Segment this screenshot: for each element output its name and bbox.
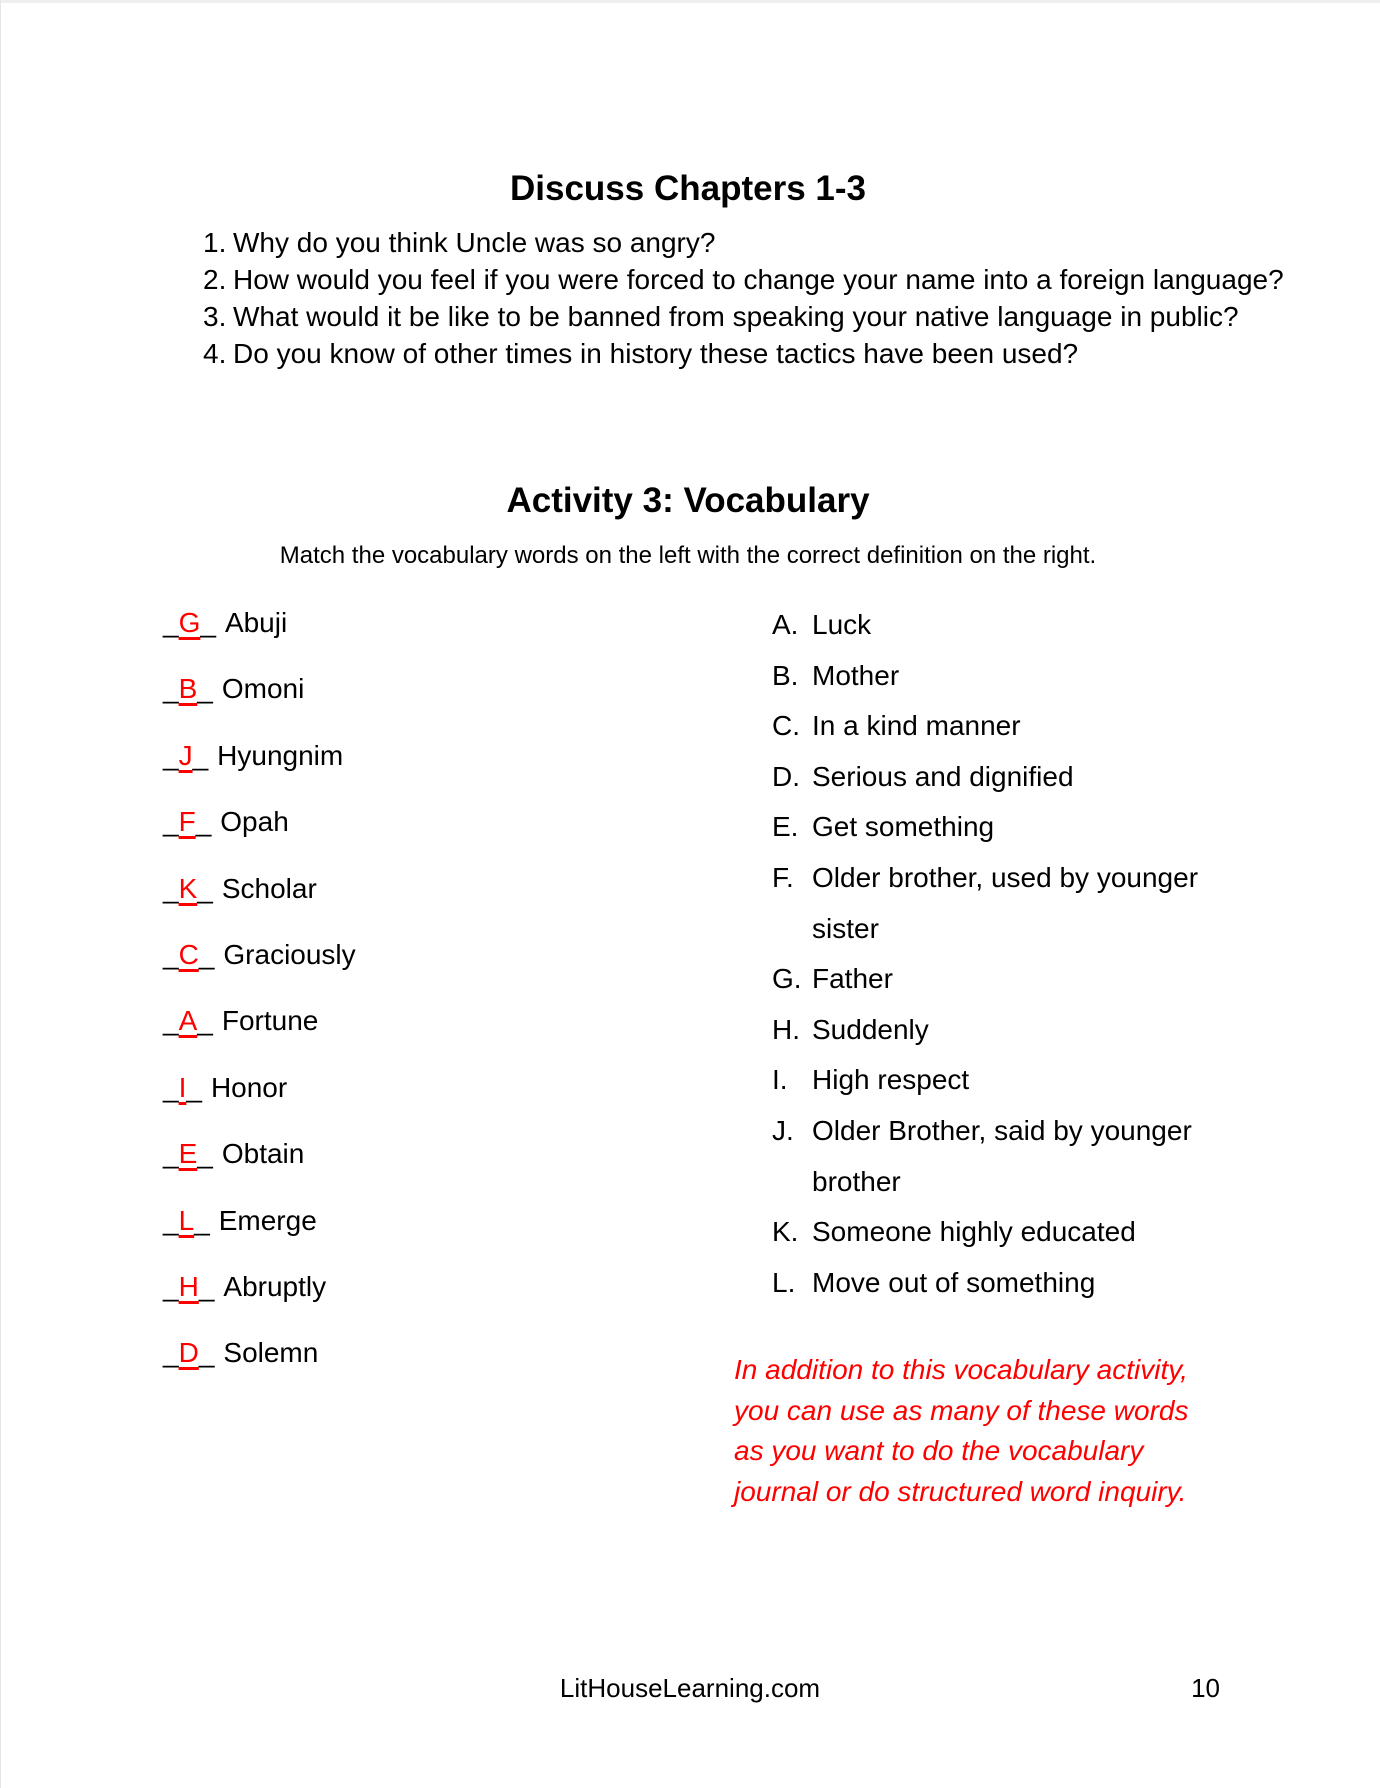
blank-underscore: _ [163,1071,179,1103]
blank-underscore: _ [197,1005,213,1037]
blank-underscore: _ [163,673,179,705]
vocab-row [163,872,683,905]
definition-text: In a kind manner [812,710,1021,742]
answer-letter: C [178,938,199,970]
question-text: How would you feel if you were forced to change your name into a foreign language? [233,264,1284,295]
definition-text: Move out of something [812,1266,1096,1298]
blank-underscore: _ [163,1005,179,1037]
definition-column [772,600,1234,1308]
vocab-row [163,938,683,971]
vocab-word: Solemn [223,1337,319,1369]
definition-letter: D. [772,760,800,792]
definition-item [772,752,1234,803]
note-line: In addition to this vocabulary activity, [734,1354,1188,1385]
definition-item [772,1005,1234,1056]
definition-letter: I. [772,1064,788,1096]
definition-letter: G. [772,963,802,995]
question-item [203,261,1298,298]
definition-text: Older brother, used by younger sister [812,861,1199,944]
vocab-word: Obtain [221,1138,305,1170]
answer-letter: L [178,1204,195,1236]
question-item [203,335,1298,372]
activity-instruction: Match the vocabulary words on the left with the correct definition on the right. [279,542,1097,569]
note-line: as you want to do the vocabulary [734,1435,1144,1466]
vocab-word: Fortune [221,1005,319,1037]
blank-underscore: _ [194,1204,210,1236]
definition-letter: F. [772,861,794,893]
blank-underscore: _ [163,1337,179,1369]
discussion-title: Discuss Chapters 1-3 [510,169,866,208]
answer-letter: H [178,1270,199,1302]
note-line: journal or do structured word inquiry. [734,1475,1187,1507]
answer-blank [163,806,211,837]
answer-blank [163,1072,202,1103]
vocab-row [163,739,683,772]
vocab-row [163,1071,683,1104]
definition-item [772,802,1234,853]
definition-letter: K. [772,1216,799,1248]
vocab-word: Opah [220,806,289,838]
definition-letter: H. [772,1013,800,1045]
blank-underscore: _ [163,872,179,904]
answer-blank [163,873,213,904]
answer-letter: I [178,1071,187,1103]
definition-text: Serious and dignified [812,760,1074,792]
vocab-word: Scholar [221,872,317,904]
answer-letter: A [178,1005,198,1037]
answer-letter: K [178,872,198,904]
answer-blank [163,1005,213,1036]
blank-underscore: _ [163,1270,179,1302]
definition-text: High respect [812,1064,970,1096]
answer-blank [163,673,213,704]
activity-title: Activity 3: Vocabulary [506,481,870,520]
definition-text: Get something [812,811,995,843]
blank-underscore: _ [197,673,213,705]
vocab-row [163,1204,683,1237]
question-item [203,224,1298,261]
blank-underscore: _ [163,1204,179,1236]
teacher-note [734,1350,1294,1512]
blank-underscore: _ [192,739,209,771]
definition-text: Father [812,963,893,995]
definition-text: Someone highly educated [812,1216,1136,1248]
vocab-word-column [163,606,683,1403]
vocab-word: Graciously [223,938,356,970]
definition-text: Older Brother, said by younger brother [812,1114,1192,1197]
answer-letter: G [178,607,201,638]
definition-item [772,701,1234,752]
question-number: 2. [203,264,227,295]
page-top-edge [0,0,1380,3]
definition-item [772,600,1234,651]
question-text: Do you know of other times in history these tactics have been used? [233,338,1079,369]
discussion-question-list [203,224,1298,372]
definition-letter: B. [772,659,799,691]
definition-item [772,1207,1234,1258]
vocab-word: Honor [210,1071,288,1103]
definition-letter: L. [772,1266,796,1298]
question-number: 4. [203,338,227,369]
answer-blank [163,607,216,638]
blank-underscore: _ [197,1138,213,1170]
definition-item [772,1055,1234,1106]
definition-item [772,1258,1234,1309]
question-number: 3. [203,301,227,332]
definition-item [772,853,1234,954]
blank-underscore: _ [198,1270,215,1302]
vocab-row [163,1137,683,1170]
answer-letter: B [178,673,198,705]
answer-letter: D [178,1337,199,1369]
vocab-row [163,805,683,838]
blank-underscore: _ [200,607,216,638]
answer-letter: J [178,739,193,771]
definition-letter: A. [772,609,799,640]
vocab-row [163,1270,683,1303]
page-left-edge [0,0,1,1788]
vocab-word: Abuji [224,607,288,638]
definition-item [772,651,1234,702]
answer-blank [163,939,214,970]
answer-letter: F [178,806,196,838]
definition-letter: C. [772,710,800,742]
blank-underscore: _ [186,1071,202,1103]
footer-site-name: LitHouseLearning.com [559,1673,821,1703]
answer-blank [163,740,208,771]
blank-underscore: _ [163,1138,179,1170]
definition-letter: E. [772,811,799,843]
definition-text: Suddenly [812,1013,929,1045]
question-number: 1. [203,227,227,258]
vocab-row [163,1004,683,1037]
vocab-word: Emerge [218,1204,317,1236]
answer-blank [163,1205,210,1236]
definition-text: Mother [812,659,900,691]
blank-underscore: _ [198,1337,215,1369]
page-number: 10 [1191,1673,1220,1703]
question-text: What would it be like to be banned from speaking your native language in public? [233,301,1239,332]
definition-text: Luck [812,609,872,640]
blank-underscore: _ [198,938,215,970]
vocab-row [163,606,683,639]
definition-item [772,954,1234,1005]
blank-underscore: _ [163,806,179,838]
vocab-word: Abruptly [223,1270,327,1302]
answer-letter: E [178,1138,198,1170]
blank-underscore: _ [163,607,179,638]
definition-letter: J. [772,1114,794,1146]
vocab-row [163,672,683,705]
vocab-row [163,1336,683,1369]
question-text: Why do you think Uncle was so angry? [233,227,716,258]
answer-blank [163,1138,213,1169]
definition-item [772,1106,1234,1207]
blank-underscore: _ [195,806,212,838]
vocab-word: Hyungnim [217,739,344,771]
question-item [203,298,1298,335]
blank-underscore: _ [197,872,213,904]
answer-blank [163,1337,214,1368]
blank-underscore: _ [163,739,179,771]
answer-blank [163,1271,214,1302]
blank-underscore: _ [163,938,179,970]
vocab-word: Omoni [221,673,305,705]
note-line: you can use as many of these words [734,1394,1189,1426]
